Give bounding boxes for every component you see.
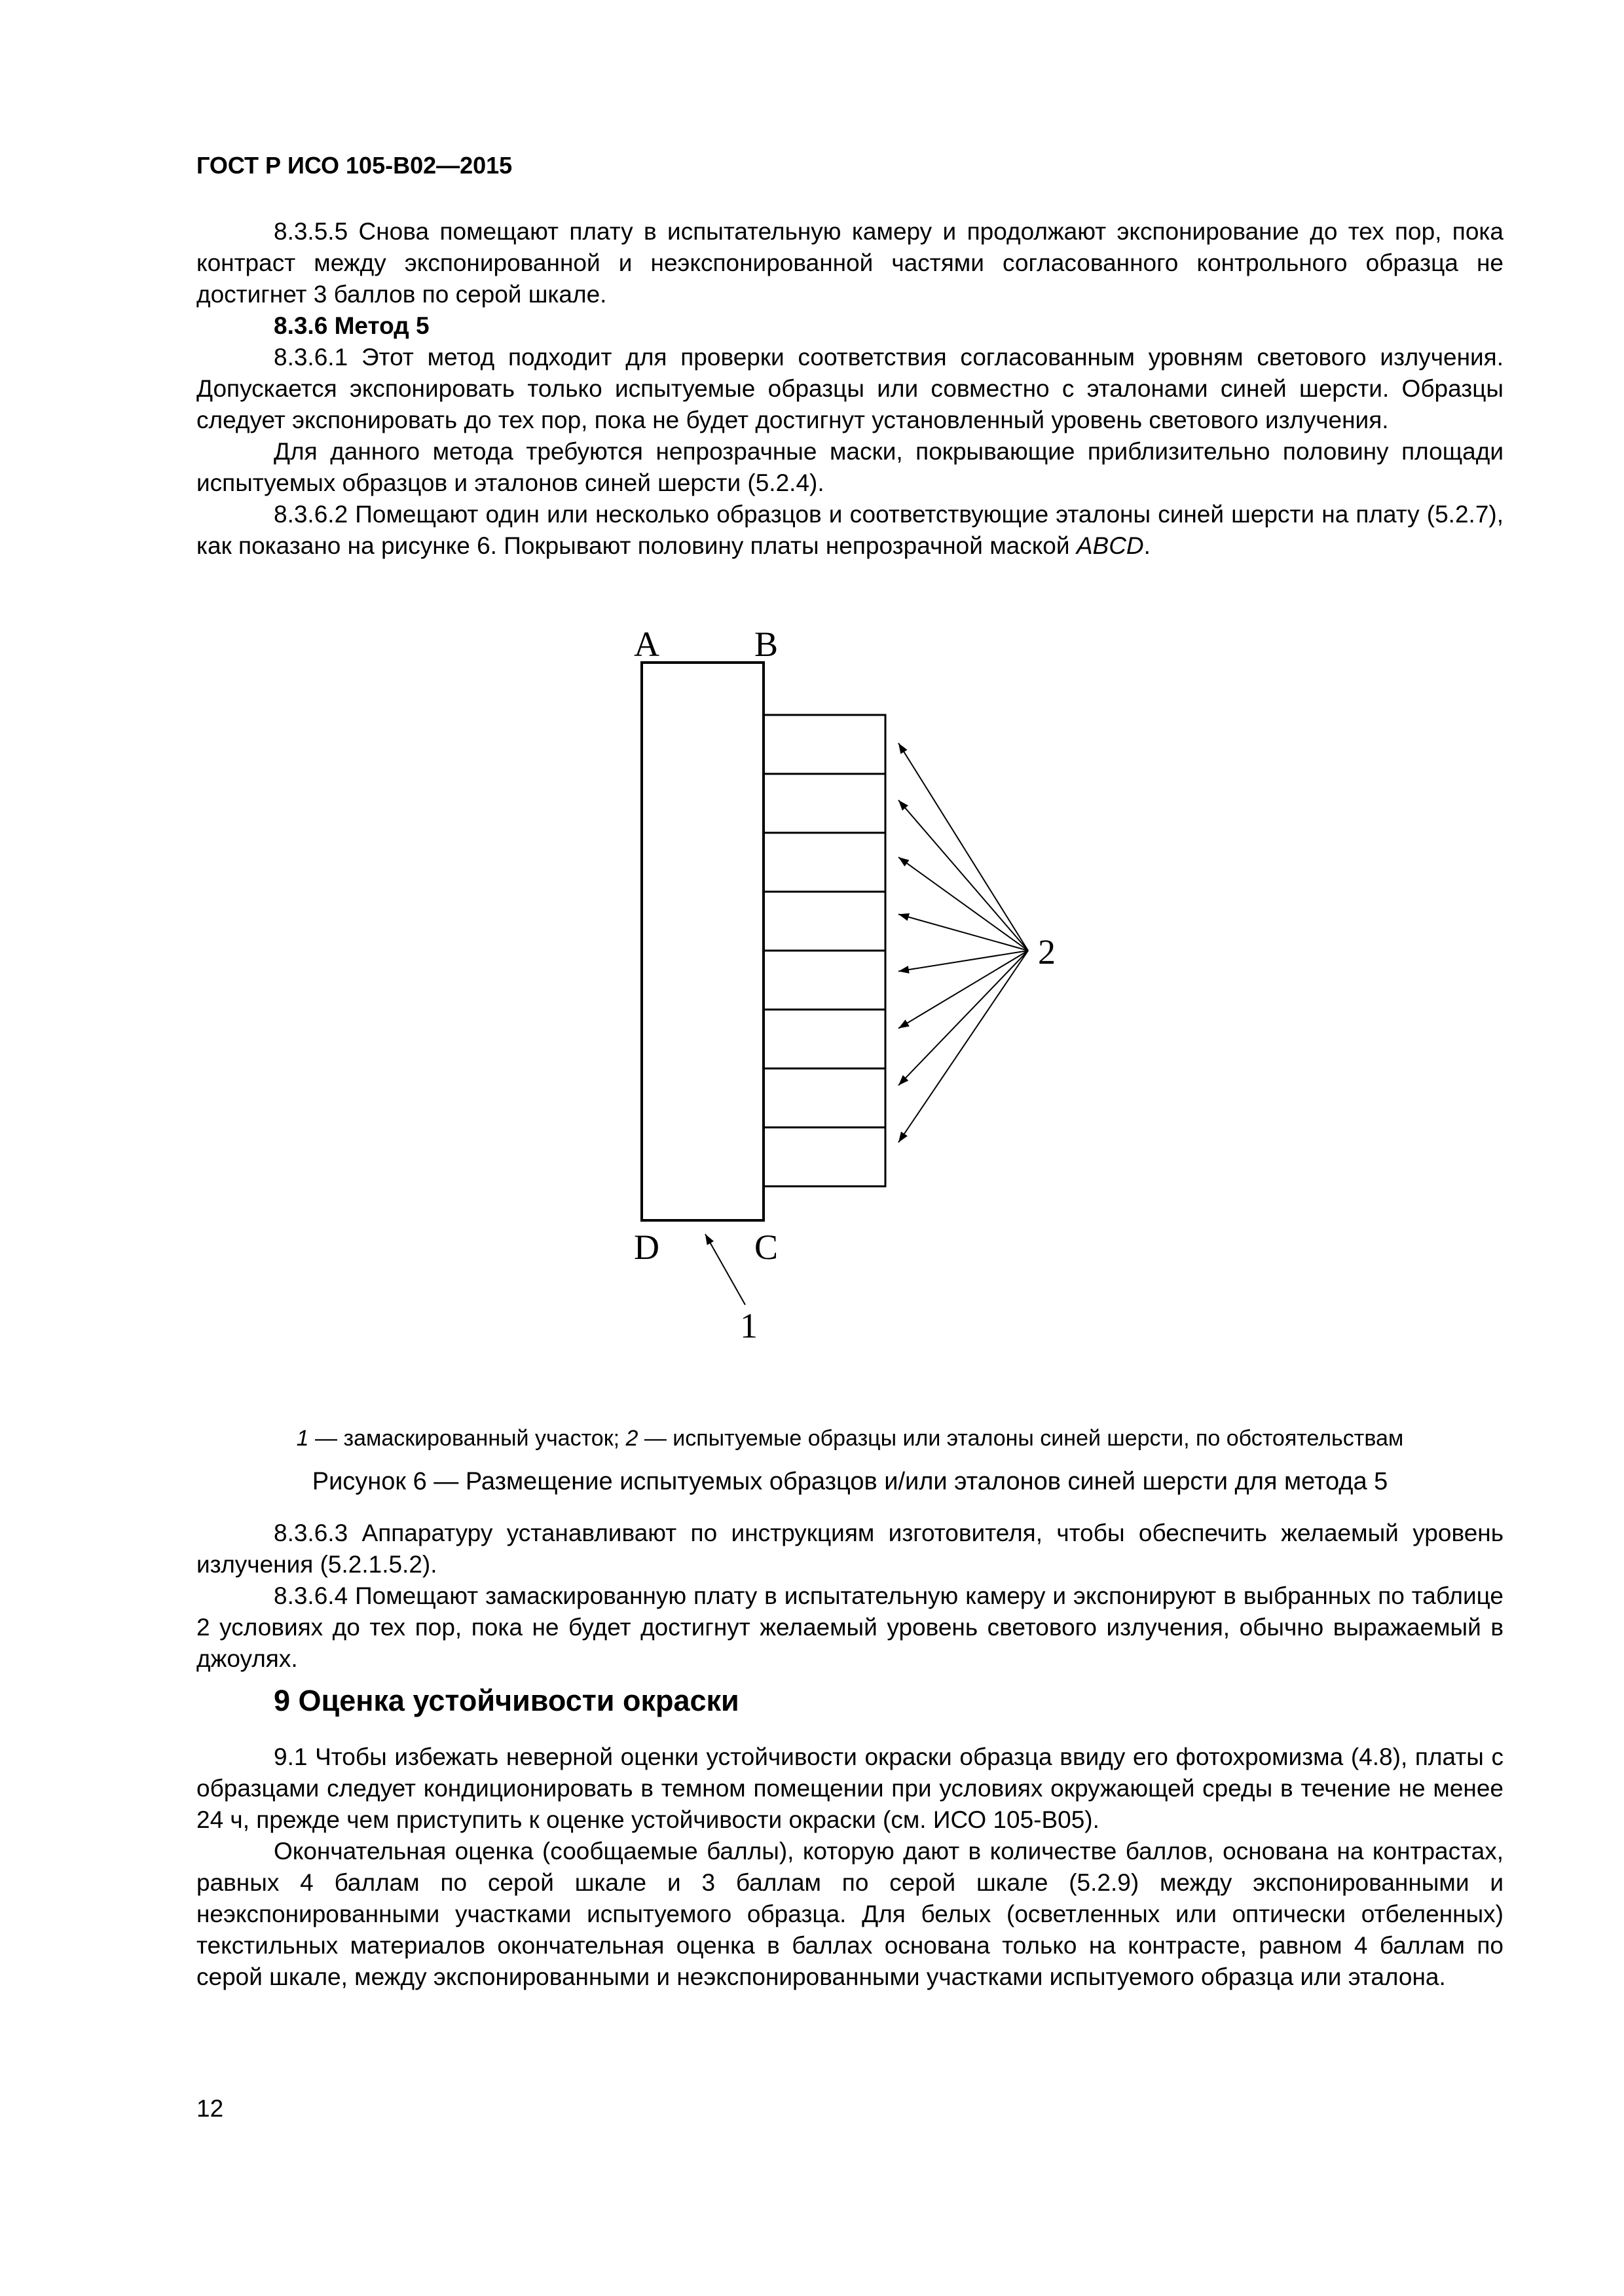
paragraph-8-3-6-1: 8.3.6.1 Этот метод подходит для проверки соответствия согласованным уровням светового излучения. Допускается экспонировать только испытуемые образцы или совместно с эталонами синей шерсти. Образцы следует экспонировать до тех пор, пока не будет достигнут установленный уровень светового излучения. bbox=[196, 344, 1504, 433]
paragraph-8-3-6-2-text: 8.3.6.2 Помещают один или несколько образцов и соответствующие эталоны синей шерсти на плату (5.2.7), как показано на рисунке 6. Покрывают половину платы непрозрачной маской bbox=[196, 501, 1504, 559]
sample-pointer-arrow bbox=[898, 857, 1028, 951]
masked-area-pointer bbox=[705, 1234, 745, 1305]
paragraph-8-3-5-5: 8.3.5.5 Снова помещают плату в испытательную камеру и продолжают экспонирование до тех пор, пока контраст между экспонированной и неэкспонированной частями согласованного контрольного образца не достигнет 3 баллов по серой шкале. bbox=[196, 218, 1504, 308]
mask-label-italic: ABCD bbox=[1076, 532, 1144, 559]
paragraph-9-1: 9.1 Чтобы избежать неверной оценки устойчивости окраски образца ввиду его фотохромизма (4.8), платы с образцами следует кондиционировать в темном помещении при условиях окружающей среды в течение не менее 24 ч, прежде чем приступить к оценке устойчивости окраски (см. ИСО 105-В05). bbox=[196, 1743, 1504, 1833]
sample-strip bbox=[764, 951, 885, 1010]
paragraph-8-3-6-3: 8.3.6.3 Аппаратуру устанавливают по инструкциям изготовителя, чтобы обеспечить желаемый уровень излучения (5.2.1.5.2). bbox=[196, 1520, 1504, 1578]
legend-number-1: 1 bbox=[296, 1426, 309, 1451]
subsection-heading-8-3-6: 8.3.6 Метод 5 bbox=[274, 312, 430, 339]
sample-strip bbox=[764, 774, 885, 833]
sample-strip bbox=[764, 833, 885, 892]
figure-legend bbox=[196, 1426, 1504, 1451]
legend-text-1: — замаскированный участок; bbox=[308, 1426, 626, 1451]
paragraph-8-3-6-4: 8.3.6.4 Помещают замаскированную плату в испытательную камеру и экспонируют в выбранных по таблице 2 условиях до тех пор, пока не будет достигнут желаемый уровень светового излучения, обычно выражаемый в джоулях. bbox=[196, 1582, 1504, 1672]
corner-label-a: A bbox=[634, 625, 659, 664]
text-block-top bbox=[196, 216, 1504, 562]
sample-strip bbox=[764, 892, 885, 951]
corner-label-b: B bbox=[754, 625, 779, 664]
callout-label-2: 2 bbox=[1038, 932, 1056, 972]
legend-text-2: — испытуемые образцы или эталоны синей шерсти, по обстоятельствам bbox=[638, 1426, 1404, 1451]
sample-strip bbox=[764, 1010, 885, 1068]
paragraph-masks: Для данного метода требуются непрозрачные маски, покрывающие приблизительно половину площади испытуемых образцов и эталонов синей шерсти (5.2.4). bbox=[196, 438, 1504, 496]
sample-group bbox=[764, 715, 885, 1186]
figure-6-diagram bbox=[0, 615, 1624, 1375]
sample-pointer-arrow bbox=[898, 800, 1028, 951]
sample-pointer-arrow bbox=[898, 951, 1028, 1142]
sample-strip bbox=[764, 1068, 885, 1127]
callout-label-1: 1 bbox=[740, 1306, 758, 1345]
paragraph-final-assessment: Окончательная оценка (сообщаемые баллы), которую дают в количестве баллов, основана на контрастах, равных 4 баллам по серой шкале и 3 баллам по серой шкале (5.2.9) между экспонированными и неэкспонированными участками испытуемого образца. Для белых (осветленных или оптически отбеленных) текстильных материалов окончательная оценка в баллах основана только на контрасте, равном 4 баллам по серой шкале, между экспонированными и неэкспонированными участками испытуемого образца или эталона. bbox=[196, 1838, 1504, 1990]
document-header: ГОСТ Р ИСО 105-В02—2015 bbox=[196, 152, 513, 179]
sample-pointer-arrow bbox=[898, 951, 1028, 1029]
page-number: 12 bbox=[196, 2095, 224, 2122]
sample-pointer-arrow bbox=[898, 951, 1028, 972]
section-title-9: 9 Оценка устойчивости окраски bbox=[274, 1684, 739, 1717]
sample-strip bbox=[764, 1127, 885, 1186]
corner-label-c: C bbox=[754, 1228, 779, 1267]
paragraph-8-3-6-2 bbox=[196, 499, 1504, 562]
masked-plate-rectangle bbox=[642, 663, 764, 1220]
text-block-bottom bbox=[196, 1741, 1504, 1993]
sample-pointer-arrow bbox=[898, 951, 1028, 1085]
legend-number-2: 2 bbox=[625, 1426, 638, 1451]
paragraph-8-3-6-2-end: . bbox=[1143, 532, 1151, 559]
corner-label-d: D bbox=[634, 1228, 659, 1267]
arrow-group bbox=[898, 743, 1028, 1142]
text-block-middle bbox=[196, 1518, 1504, 1675]
sample-strip bbox=[764, 715, 885, 774]
figure-caption: Рисунок 6 — Размещение испытуемых образцов и/или эталонов синей шерсти для метода 5 bbox=[312, 1468, 1388, 1495]
